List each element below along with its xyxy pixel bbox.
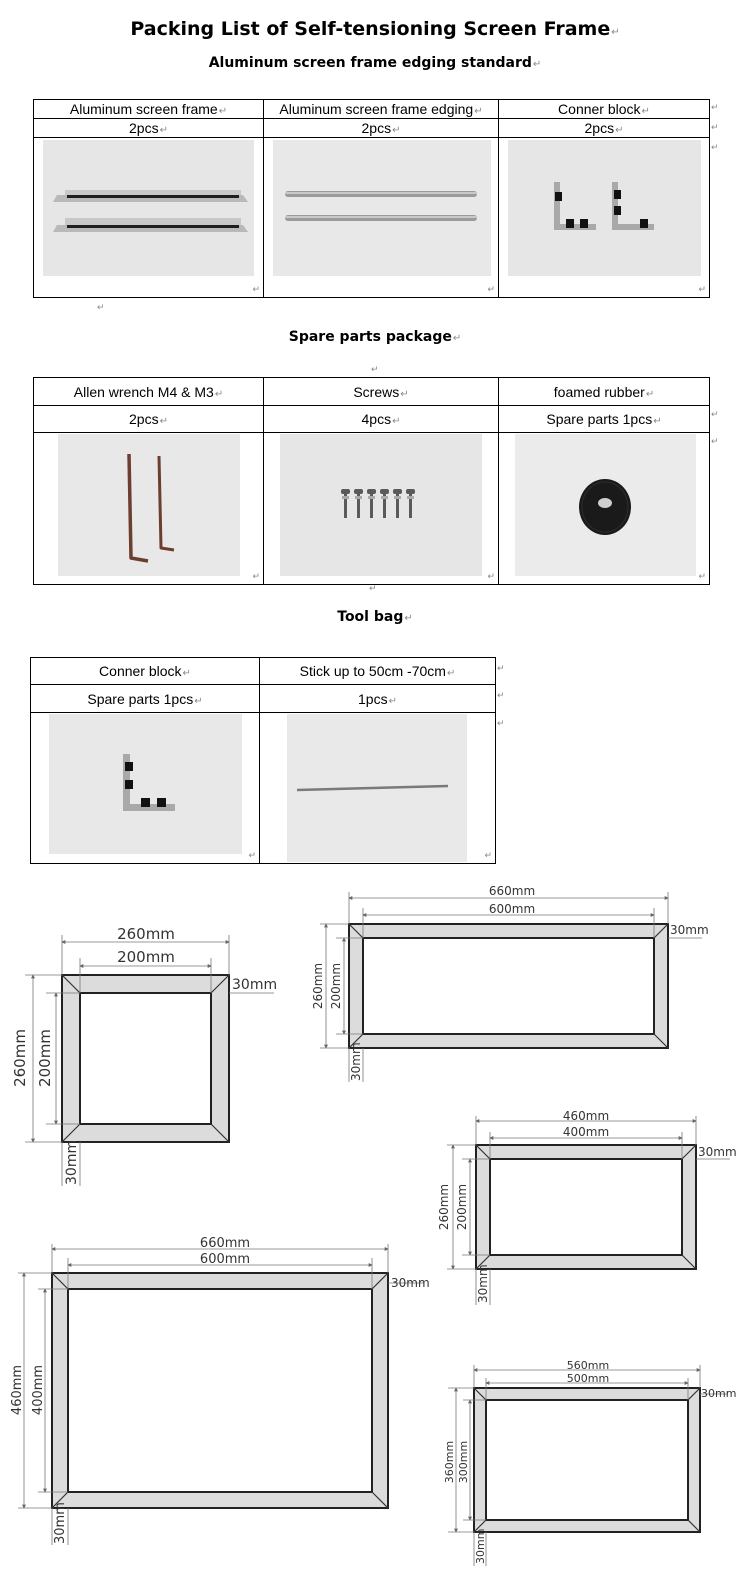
svg-text:660mm: 660mm (199, 1236, 251, 1251)
allen-wrench-photo (58, 434, 240, 576)
photo-cell: ↵ (34, 138, 264, 298)
table-cell: Aluminum screen frame↵ (34, 100, 264, 119)
photo-cell: ↵ (31, 713, 260, 864)
table-cell: 1pcs↵ (260, 685, 496, 713)
frame-edging-photo (273, 140, 491, 276)
table-cell: 2pcs↵ (499, 119, 710, 138)
table-cell: 4pcs↵ (264, 406, 499, 433)
svg-text:600mm: 600mm (488, 902, 536, 916)
svg-text:30mm: 30mm (391, 1276, 430, 1290)
svg-text:260mm: 260mm (11, 1029, 29, 1087)
spare-conner-block-photo (49, 714, 242, 854)
table-cell: Stick up to 50cm -70cm↵ (260, 658, 496, 685)
table-cell: 2pcs↵ (34, 406, 264, 433)
spare-conner-block-image (49, 714, 242, 854)
svg-text:260mm: 260mm (311, 962, 325, 1010)
photo-cell: ↵ (264, 433, 499, 585)
photo-cell: ↵ (499, 433, 710, 585)
table-cell: Spare parts 1pcs↵ (31, 685, 260, 713)
section3-heading: Tool bag↵ (337, 609, 413, 625)
section1-table (33, 99, 710, 298)
aluminum-frame-photo (43, 140, 254, 276)
svg-text:600mm: 600mm (199, 1252, 251, 1267)
svg-text:460mm: 460mm (562, 1109, 610, 1123)
diagram-460x260 (437, 1109, 737, 1305)
svg-text:360mm: 360mm (443, 1440, 456, 1484)
svg-text:660mm: 660mm (488, 884, 536, 898)
section3-table (30, 657, 496, 864)
diagram-660x460 (10, 1236, 430, 1545)
svg-text:560mm: 560mm (566, 1359, 610, 1372)
svg-text:400mm: 400mm (31, 1364, 46, 1416)
table-cell: 2pcs↵ (34, 119, 264, 138)
section2-table (33, 377, 710, 585)
table-cell: Aluminum screen frame edging↵ (264, 100, 499, 119)
table-cell: 2pcs↵ (264, 119, 499, 138)
screws-photo (280, 434, 482, 576)
conner-block-image (508, 140, 701, 276)
svg-text:300mm: 300mm (457, 1440, 470, 1484)
table-cell: Screws↵ (264, 378, 499, 406)
conner-block-photo (508, 140, 701, 276)
aluminum-frame-image (43, 140, 254, 276)
diagram-560x360 (443, 1359, 736, 1566)
svg-text:460mm: 460mm (10, 1364, 25, 1416)
screws-image (280, 434, 482, 576)
svg-text:30mm: 30mm (232, 977, 278, 993)
stick-photo (287, 714, 467, 862)
diagram-660x260 (311, 884, 709, 1082)
stick-image (287, 714, 467, 862)
svg-text:200mm: 200mm (329, 962, 343, 1010)
svg-text:30mm: 30mm (701, 1387, 737, 1400)
frame-dimension-diagrams (0, 880, 750, 1578)
table-cell: Conner block↵ (31, 658, 260, 685)
foamed-rubber-photo (515, 434, 696, 576)
diagram-260x260 (11, 925, 277, 1186)
svg-text:400mm: 400mm (562, 1125, 610, 1139)
photo-cell: ↵ (499, 138, 710, 298)
section2-heading: Spare parts package↵ (288, 329, 462, 345)
section1-heading: Aluminum screen frame edging standard↵ (208, 55, 542, 71)
table-cell: Allen wrench M4 & M3↵ (34, 378, 264, 406)
svg-text:260mm: 260mm (437, 1183, 451, 1231)
svg-text:260mm: 260mm (117, 925, 175, 943)
frame-edging-image (273, 140, 491, 276)
svg-text:200mm: 200mm (36, 1029, 54, 1087)
svg-text:200mm: 200mm (117, 948, 175, 966)
svg-text:200mm: 200mm (455, 1183, 469, 1231)
table-cell: Spare parts 1pcs↵ (499, 406, 710, 433)
photo-cell: ↵ (260, 713, 496, 864)
allen-wrench-image (58, 434, 240, 576)
svg-text:30mm: 30mm (698, 1145, 737, 1159)
svg-text:30mm: 30mm (474, 1528, 487, 1564)
svg-text:30mm: 30mm (476, 1264, 490, 1303)
photo-cell: ↵ (34, 433, 264, 585)
table-cell: Conner block↵ (499, 100, 710, 119)
svg-text:30mm: 30mm (64, 1139, 80, 1185)
svg-text:30mm: 30mm (670, 923, 709, 937)
svg-text:500mm: 500mm (566, 1372, 610, 1385)
svg-text:30mm: 30mm (349, 1042, 363, 1081)
photo-cell: ↵ (264, 138, 499, 298)
svg-text:30mm: 30mm (53, 1502, 68, 1544)
table-cell: foamed rubber↵ (499, 378, 710, 406)
foamed-rubber-image (515, 434, 696, 576)
page-title: Packing List of Self-tensioning Screen Frame↵ (130, 18, 620, 40)
